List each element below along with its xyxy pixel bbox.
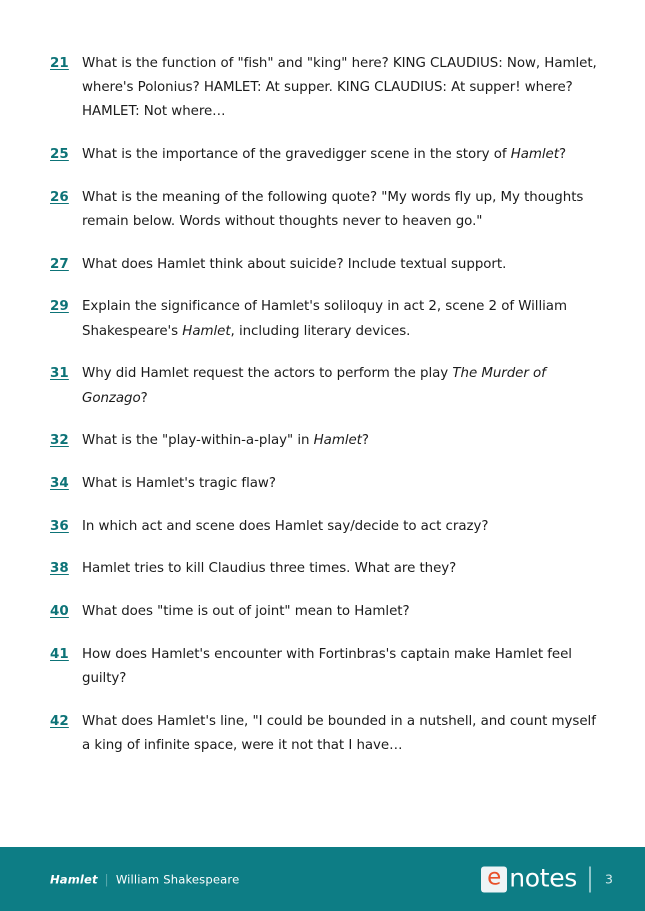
question-number-link[interactable]: 32: [50, 433, 69, 449]
question-item[interactable]: [50, 643, 598, 691]
question-item[interactable]: [50, 515, 598, 539]
question-text: [82, 429, 598, 453]
question-text-run: What does "time is out of joint" mean to Hamlet?: [82, 604, 410, 620]
work-title-italic: Hamlet: [510, 147, 559, 163]
enotes-logo-wordmark: notes: [509, 863, 578, 893]
question-text: [82, 52, 598, 125]
question-text: [82, 600, 598, 624]
question-item[interactable]: [50, 253, 598, 277]
question-number-link[interactable]: 26: [50, 189, 69, 205]
question-text: [82, 186, 598, 234]
question-text-run: ?: [558, 147, 566, 163]
question-number-link[interactable]: 29: [50, 299, 69, 315]
work-title-italic: Hamlet: [313, 433, 362, 449]
question-text: [82, 557, 598, 581]
footer-divider: [589, 866, 591, 892]
question-number-link[interactable]: 21: [50, 56, 69, 71]
question-number-link[interactable]: 42: [50, 713, 69, 729]
question-text-run: What is the importance of the gravedigger scene in the story of: [82, 147, 511, 163]
page-number: 3: [605, 871, 613, 887]
question-text-run: In which act and scene does Hamlet say/decide to act crazy?: [82, 518, 489, 534]
question-text-run: ?: [140, 390, 148, 406]
question-number-link[interactable]: 40: [50, 604, 69, 620]
footer-inner: [0, 847, 645, 911]
question-text-run: Explain the significance of Hamlet's soliloquy in act 2, scene 2 of William Shakespeare's: [82, 299, 567, 339]
question-text: [82, 643, 598, 691]
question-number-link[interactable]: 25: [50, 147, 69, 163]
question-text-run: How does Hamlet's encounter with Fortinbras's captain make Hamlet feel guilty?: [82, 646, 572, 686]
question-text-run: What is the function of "fish" and "king" here? KING CLAUDIUS: Now, Hamlet, where's Polonius? HAMLET: At supper. KING CLAUDIUS: At supper! where? HAMLET: Not where…: [82, 56, 597, 120]
work-title-italic: Hamlet: [182, 323, 231, 339]
question-text-run: What is the meaning of the following quote? "My words fly up, My thoughts remain below. Words without thoughts never to heaven go.": [82, 189, 584, 230]
question-text: [82, 515, 598, 539]
enotes-logo[interactable]: [481, 863, 578, 893]
question-text: [82, 143, 598, 167]
question-text: [82, 472, 598, 496]
question-number-link[interactable]: 41: [50, 646, 69, 662]
question-item[interactable]: [50, 472, 598, 496]
question-text-run: ?: [361, 433, 369, 449]
footer-work-info: [50, 872, 239, 887]
question-item[interactable]: [50, 600, 598, 624]
question-text: [82, 710, 598, 758]
question-list: [50, 52, 598, 777]
work-title-italic: The Murder of Gonzago: [82, 366, 546, 406]
question-text: [82, 295, 598, 343]
question-number-link[interactable]: 31: [50, 366, 69, 382]
footer-separator: |: [104, 871, 109, 887]
question-text-run: Why did Hamlet request the actors to perform the play: [82, 366, 453, 382]
footer-brand-area: [481, 863, 613, 893]
question-text-run: What does Hamlet think about suicide? Include textual support.: [82, 256, 507, 272]
question-item[interactable]: [50, 52, 598, 125]
question-item[interactable]: [50, 557, 598, 581]
question-item[interactable]: [50, 710, 598, 758]
question-text: [82, 253, 598, 277]
question-item[interactable]: [50, 362, 598, 410]
question-number-link[interactable]: 38: [50, 561, 69, 577]
question-text-run: What is Hamlet's tragic flaw?: [82, 475, 276, 491]
question-text-run: What is the "play-within-a-play" in: [82, 433, 314, 449]
question-number-link[interactable]: 34: [50, 475, 69, 491]
question-item[interactable]: [50, 143, 598, 167]
question-number-link[interactable]: 27: [50, 256, 69, 272]
question-text-run: Hamlet tries to kill Claudius three times. What are they?: [82, 561, 457, 577]
question-number-link[interactable]: 36: [50, 518, 69, 534]
question-item[interactable]: [50, 186, 598, 234]
question-text-run: What does Hamlet's line, "I could be bounded in a nutshell, and count myself a king of infinite space, were it not that I have…: [82, 713, 596, 753]
page-footer: [0, 847, 645, 911]
enotes-logo-e-icon: e: [481, 866, 507, 892]
question-text-run: , including literary devices.: [230, 323, 411, 339]
footer-work-title: Hamlet: [50, 872, 98, 887]
question-item[interactable]: [50, 295, 598, 343]
question-item[interactable]: [50, 429, 598, 453]
question-text: [82, 362, 598, 410]
footer-author: William Shakespeare: [115, 872, 240, 887]
